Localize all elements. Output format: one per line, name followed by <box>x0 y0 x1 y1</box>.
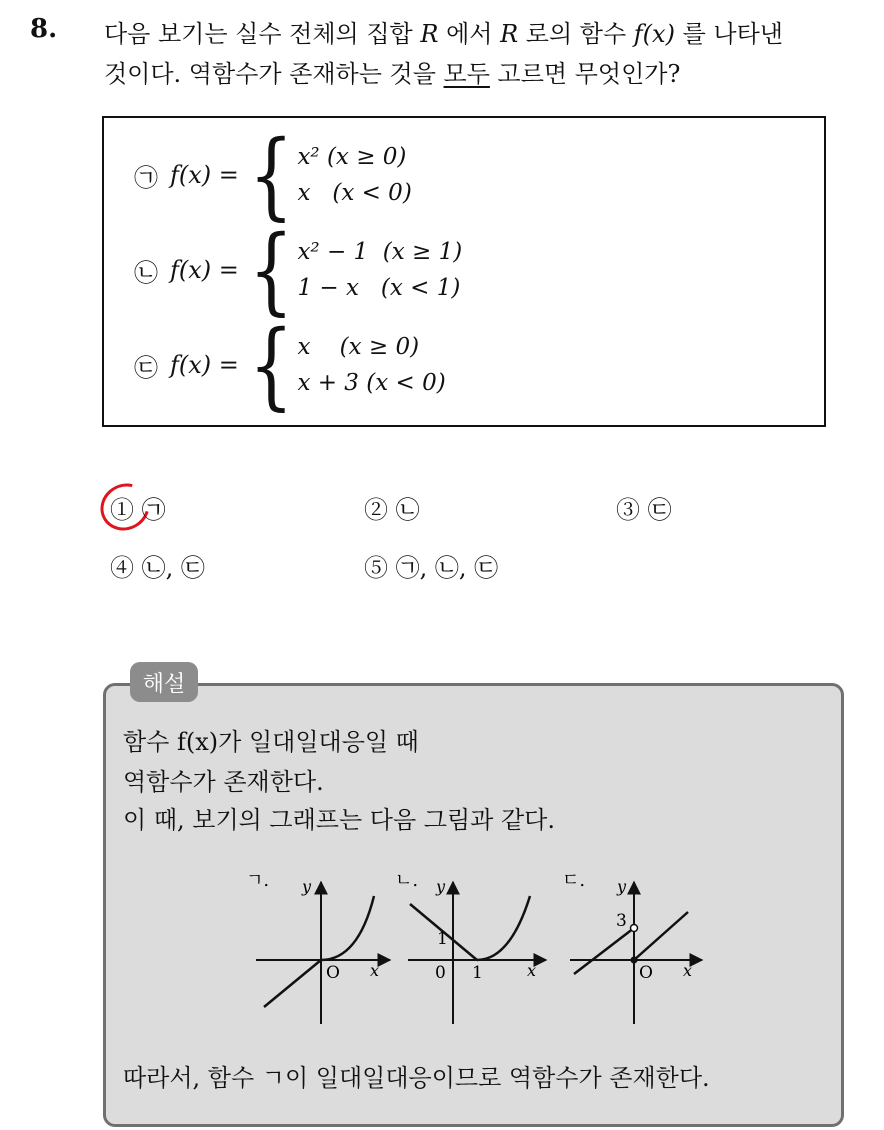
option-item <box>134 119 412 231</box>
tick-label-y: 3 <box>616 911 627 931</box>
question-text-part: 에서 <box>438 20 501 48</box>
question-text-part: 것이다. 역함수가 존재하는 것을 <box>104 60 444 88</box>
closed-point <box>631 957 638 964</box>
case-line: x + 3 (x < 0) <box>297 370 446 396</box>
option-item <box>134 214 463 326</box>
question-number: 8. <box>30 14 58 44</box>
graph-line <box>574 928 634 974</box>
choice-text: ㉠, ㉡, ㉢ <box>395 554 499 582</box>
graph-curve <box>321 896 374 960</box>
options-box <box>102 116 826 427</box>
choice-number: ④ <box>110 554 134 582</box>
explanation-line1: 함수 f(x)가 일대일대응일 때 <box>123 728 419 756</box>
explanation-tag: 해설 <box>130 662 198 702</box>
choice-number: ③ <box>616 496 640 524</box>
origin-label: O <box>326 963 340 983</box>
cases <box>297 144 411 206</box>
choice-text: ㉡ <box>395 496 420 524</box>
function-def: f(x) = <box>170 161 239 189</box>
choice-5[interactable] <box>364 548 498 583</box>
question-text-line1 <box>104 14 783 49</box>
set-R: R <box>420 20 439 48</box>
tick-label-x: 1 <box>472 963 483 983</box>
brace-icon: { <box>248 309 294 421</box>
explanation-line3: 이 때, 보기의 그래프는 다음 그림과 같다. <box>123 806 555 834</box>
graph-b <box>395 870 546 1024</box>
brace-icon: { <box>248 119 294 231</box>
choice-number: ② <box>364 496 388 524</box>
question-text-part: 를 나타낸 <box>674 20 783 48</box>
choice-text: ㉢ <box>647 496 672 524</box>
graph-curve <box>264 960 321 1007</box>
option-item <box>134 309 446 421</box>
origin-label: O <box>639 963 653 983</box>
set-R: R <box>500 20 519 48</box>
graph-a <box>246 870 390 1024</box>
graph-c <box>562 870 702 1024</box>
case-line: x (x ≥ 0) <box>297 334 420 360</box>
brace-icon: { <box>248 214 294 326</box>
tick-label-y: 1 <box>437 929 448 949</box>
open-point <box>631 925 638 932</box>
explanation-graphs <box>240 864 720 1034</box>
choice-3[interactable] <box>616 490 672 525</box>
choice-number: ⑤ <box>364 554 388 582</box>
explanation-line2: 역함수가 존재한다. <box>123 768 324 796</box>
graph-label: ㄴ. <box>395 870 419 891</box>
axis-label-x: x <box>370 961 380 980</box>
function-fx: f(x) <box>633 20 675 48</box>
axis-label-x: x <box>683 961 693 980</box>
function-def: f(x) = <box>170 351 239 379</box>
cases <box>297 239 462 301</box>
question-text-part: 고르면 무엇인가? <box>489 60 681 88</box>
choice-text: ㉡, ㉢ <box>141 554 205 582</box>
option-label: ㉠ <box>134 163 158 192</box>
case-line: 1 − x (x < 1) <box>297 275 461 301</box>
cases <box>297 334 445 396</box>
underlined-word: 모두 <box>443 60 490 88</box>
option-label: ㉡ <box>134 258 158 287</box>
function-def: f(x) = <box>170 256 239 284</box>
axis-label-y: y <box>302 877 312 896</box>
graph-label: ㄷ. <box>562 870 586 891</box>
axis-label-y: y <box>436 877 446 896</box>
explanation-conclusion: 따라서, 함수 ㄱ이 일대일대응이므로 역함수가 존재한다. <box>123 1064 710 1092</box>
choice-number: ① <box>110 496 134 524</box>
choice-2[interactable] <box>364 490 420 525</box>
choice-1[interactable] <box>110 490 166 525</box>
question-text-part: 다음 보기는 실수 전체의 집합 <box>104 20 421 48</box>
option-label: ㉢ <box>134 353 158 382</box>
graph-curve <box>477 896 530 960</box>
choice-4[interactable] <box>110 548 205 583</box>
axis-label-x: x <box>527 961 537 980</box>
case-line: x (x < 0) <box>297 180 412 206</box>
question-text-line2 <box>104 54 680 89</box>
graph-line <box>634 912 688 960</box>
case-line: x² − 1 (x ≥ 1) <box>297 239 463 265</box>
choice-text: ㉠ <box>141 496 166 524</box>
case-line: x² (x ≥ 0) <box>297 144 407 170</box>
question-text-part: 로의 함수 <box>518 20 634 48</box>
graph-label: ㄱ. <box>246 870 270 891</box>
axis-label-y: y <box>617 877 627 896</box>
origin-label: 0 <box>435 963 446 983</box>
